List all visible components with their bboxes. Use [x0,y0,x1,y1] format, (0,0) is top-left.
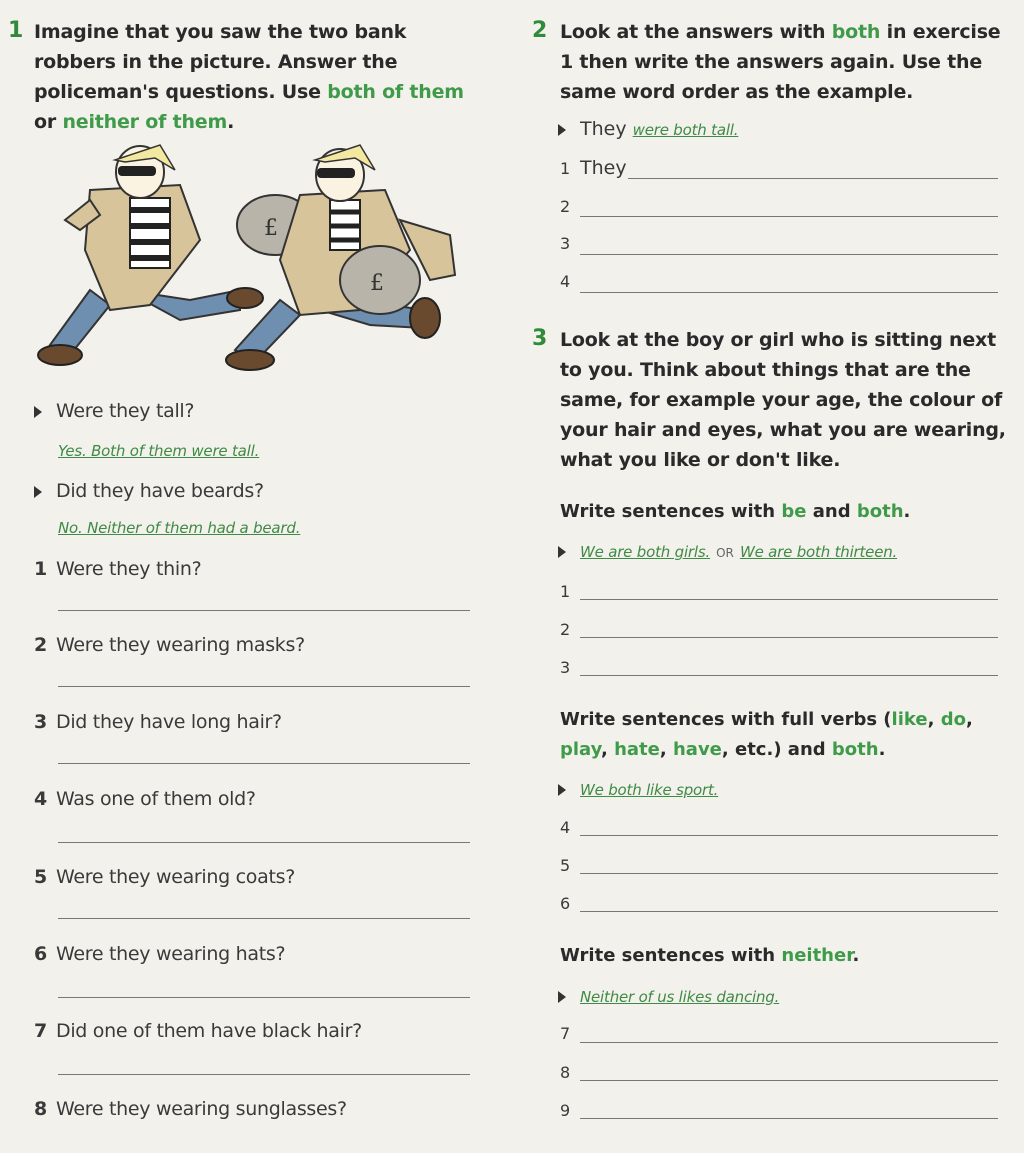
question-number: 4 [34,788,47,810]
question-number: 6 [34,943,47,965]
subtask-1-row-3 [560,656,580,678]
pound-sign-right: £ [370,271,384,296]
instruction-text: Write sentences with [560,501,782,522]
robber-right [226,145,455,370]
question-number: 8 [34,1098,47,1120]
bank-robbers-illustration [30,140,470,385]
instruction-text: , [927,709,941,730]
row-number: 4 [560,818,571,837]
instruction-highlight: like [891,709,928,730]
answer-line-ex3-1[interactable] [580,599,998,600]
exercise-2-row-3 [560,232,580,254]
instruction-highlight: neither of them [62,111,228,133]
or-separator: OR [716,546,734,560]
exercise-2-row-4 [560,270,580,292]
instruction-highlight: neither [781,945,853,966]
subtask-2-row-5 [560,854,580,876]
question-6 [34,943,285,965]
subtask-2-row-4 [560,816,580,838]
question-3 [34,711,282,733]
subtask-1-row-1 [560,580,580,602]
instruction-highlight: both of them [327,81,464,103]
bullet-arrow-icon [558,784,566,796]
instruction-text: , [600,739,615,760]
row-number: 8 [560,1063,571,1082]
subtask-1-example [558,540,897,562]
instruction-text: . [878,739,886,760]
instruction-highlight: do [940,709,966,730]
example-answer-1: Yes. Both of them were tall. [58,442,260,460]
instruction-highlight: have [672,739,722,760]
row-prefix: They [580,157,627,179]
exercise-3-instruction: Look at the boy or girl who is sitting next to you. Think about things that are the same, for example your age, the colour of your hair and eyes, what you are wearing, what you like or don't like. [560,329,1006,471]
instruction-text: , [659,739,673,760]
row-number: 5 [560,856,571,875]
answer-line-ex2-3[interactable] [580,254,998,255]
subtask-1-row-2 [560,618,580,640]
row-number: 4 [560,272,571,291]
example-answer: We are both thirteen. [739,543,898,561]
question-text: Were they wearing sunglasses? [56,1098,347,1120]
example-question-2 [34,480,264,502]
question-2 [34,634,305,656]
answer-line-4[interactable] [58,842,470,843]
answer-line-ex3-2[interactable] [580,637,998,638]
answer-line-ex3-5[interactable] [580,873,998,874]
answer-line-ex3-6[interactable] [580,911,998,912]
question-7 [34,1020,362,1042]
answer-line-ex3-3[interactable] [580,675,998,676]
row-number: 2 [560,197,571,216]
subtask-3-row-7 [560,1022,580,1044]
bullet-arrow-icon [34,406,42,418]
row-number: 1 [560,582,571,601]
instruction-highlight: both [831,21,881,43]
instruction-text: and [806,501,857,522]
bullet-arrow-icon [34,486,42,498]
subtask-3-row-8 [560,1061,580,1083]
subtask-3-row-9 [560,1099,580,1121]
exercise-2-instruction [560,17,1010,107]
question-5 [34,866,295,888]
subtask-2-example [558,778,718,800]
instruction-highlight: both [831,739,879,760]
answer-line-ex3-4[interactable] [580,835,998,836]
bullet-arrow-icon [558,546,566,558]
exercise-1-number: 1 [8,18,24,43]
row-number: 1 [560,159,571,178]
answer-line-5[interactable] [58,918,470,919]
instruction-highlight: be [781,501,807,522]
question-text: Were they wearing coats? [56,866,296,888]
question-text: Did one of them have black hair? [56,1020,362,1042]
example-answer: We both like sport. [580,781,719,799]
instruction-text: Look at the answers with [560,21,832,43]
exercise-2-row-2 [560,195,580,217]
row-number: 9 [560,1101,571,1120]
answer-line-3[interactable] [58,763,470,764]
subtask-3-example [558,985,779,1007]
row-number: 3 [560,234,571,253]
question-number: 1 [34,558,47,580]
instruction-text: Write sentences with [560,945,782,966]
instruction-text: . [227,111,235,133]
question-text: Were they wearing hats? [56,943,286,965]
answer-line-1[interactable] [58,610,470,611]
example-answer-2: No. Neither of them had a beard. [58,519,301,537]
answer-line-ex3-7[interactable] [580,1042,998,1043]
question-4 [34,788,256,810]
example-prefix: They [580,118,633,140]
exercise-3-number: 3 [532,326,548,351]
question-1 [34,558,201,580]
question-text: Did they have long hair? [56,711,282,733]
instruction-highlight: hate [614,739,660,760]
instruction-text: in exercise 1 then write the answers again. Use the same word order as the example. [560,21,1001,103]
row-number: 6 [560,894,571,913]
row-number: 2 [560,620,571,639]
exercise-2-row-1 [560,157,627,179]
answer-line-ex2-2[interactable] [580,216,998,217]
example-answer: Neither of us likes dancing. [580,988,780,1006]
question-text: Were they tall? [56,400,195,422]
question-number: 3 [34,711,47,733]
question-number: 2 [34,634,47,656]
example-answer: We are both girls. [580,543,711,561]
example-question-1 [34,400,194,422]
instruction-text: Write sentences with full verbs ( [560,709,892,730]
row-number: 7 [560,1024,571,1043]
question-text: Was one of them old? [56,788,256,810]
question-number: 5 [34,866,47,888]
answer-line-ex2-1[interactable] [628,178,998,179]
answer-line-ex3-8[interactable] [580,1080,998,1081]
example-answer: were both tall. [632,121,739,139]
bullet-arrow-icon [558,124,566,136]
instruction-text: . [852,945,860,966]
instruction-text: . [903,501,911,522]
bullet-arrow-icon [558,991,566,1003]
exercise-2-number: 2 [532,18,548,43]
exercise-1-instruction [34,17,474,137]
answer-line-ex3-9[interactable] [580,1118,998,1119]
instruction-highlight: both [856,501,904,522]
question-text: Were they wearing masks? [56,634,305,656]
instruction-text: Imagine that you saw the two bank robbers in the picture. Answer the policeman's questions. Use [34,21,407,103]
row-number: 3 [560,658,571,677]
answer-line-6[interactable] [58,997,470,998]
instruction-text: or [34,111,63,133]
pound-sign-left: £ [264,216,278,241]
question-number: 7 [34,1020,47,1042]
instruction-text: , etc.) and [721,739,832,760]
answer-line-7[interactable] [58,1074,470,1075]
exercise-2-example [558,118,738,140]
answer-line-2[interactable] [58,686,470,687]
answer-line-ex2-4[interactable] [580,292,998,293]
subtask-full-verbs [560,705,1010,765]
question-text: Were they thin? [56,558,202,580]
instruction-highlight: play [560,739,601,760]
question-8 [34,1098,347,1120]
subtask-2-row-6 [560,892,580,914]
instruction-text: , [965,709,973,730]
question-text: Did they have beards? [56,480,264,502]
subtask-be-both [560,497,910,527]
subtask-neither [560,941,859,971]
